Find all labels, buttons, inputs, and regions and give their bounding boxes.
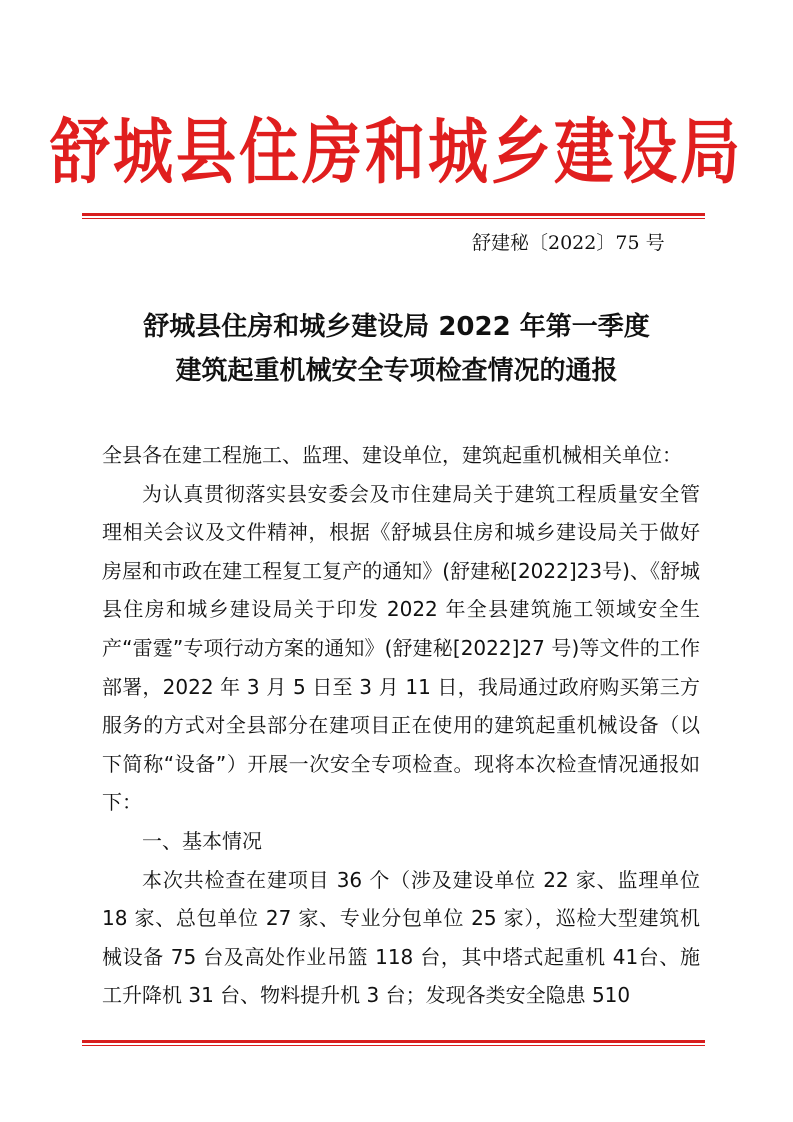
document-title-line-2: 建筑起重机械安全专项检查情况的通报 — [175, 356, 618, 386]
section-heading: 一、基本情况 — [142, 828, 262, 853]
masthead-divider — [82, 213, 705, 219]
body-paragraph: 本次共检查在建项目 36 个（涉及建设单位 22 家、监理单位 18 家、总包单位 27 家、专业分包单位 25 家），巡检大型建筑机械设备 75 台及高处作业吊篮 118 台，其中塔式起重机 41台、施工升降机 31 台、物料提升机 3 台；发现各类安全隐患 510 — [102, 867, 700, 1008]
document-number: 舒建秘〔2022〕75 号 — [472, 232, 665, 254]
document-body — [102, 436, 700, 1015]
document-title-line-1: 舒城县住房和城乡建设局 2022 年第一季度 — [143, 312, 650, 342]
masthead-title: 舒城县住房和城乡建设局 — [50, 111, 743, 195]
body-paragraph: 为认真贯彻落实县安委会及市住建局关于建筑工程质量安全管理相关会议及文件精神，根据《舒城县住房和城乡建设局关于做好房屋和市政在建工程复工复产的通知》(舒建秘[2022]23号)、《舒城县住房和城乡建设局关于印发 2022 年全县建筑施工领域安全生产“雷霆”专项行动方案的通知》(舒建秘[2022]27 号)等文件的工作部署，2022 年 3 月 5 日至 3 月 11 日，我局通过政府购买第三方服务的方式对全县部分在建项目正在使用的建筑起重机械设备（以下简称“设备”）开展一次安全专项检查。现将本次检查情况通报如下： — [102, 481, 700, 815]
footer-divider — [82, 1040, 705, 1046]
salutation: 全县各在建工程施工、监理、建设单位，建筑起重机械相关单位： — [102, 443, 682, 467]
